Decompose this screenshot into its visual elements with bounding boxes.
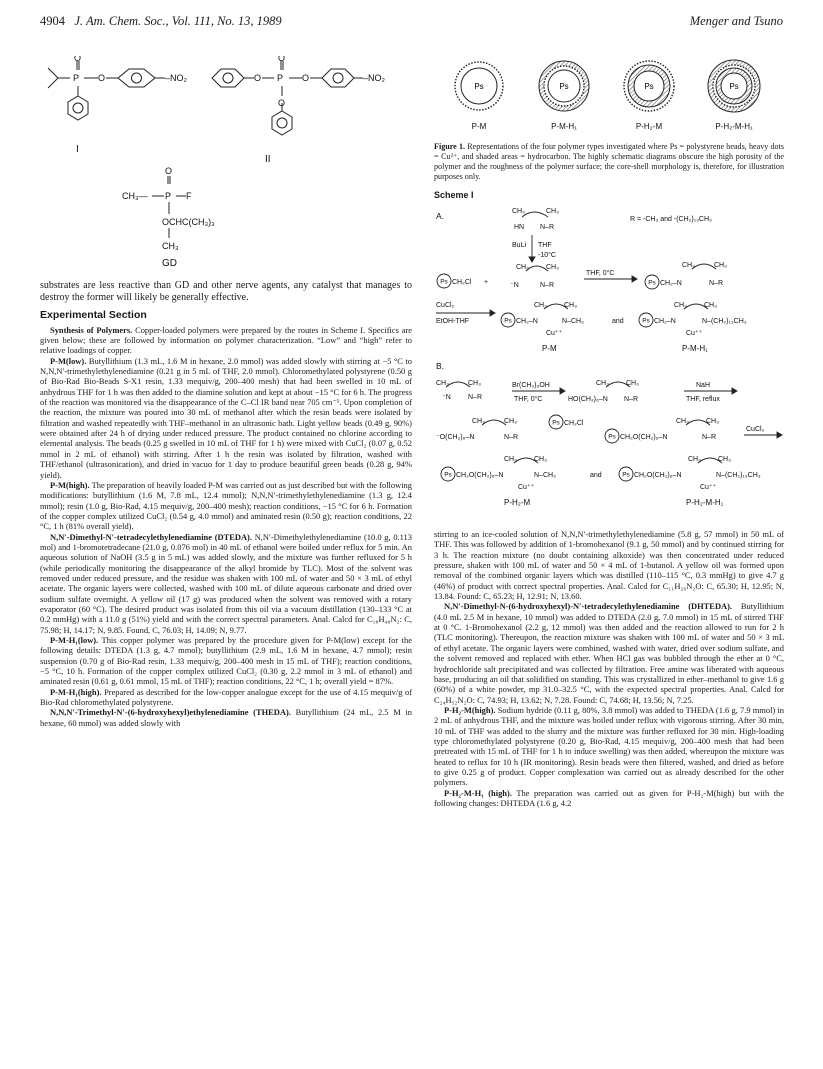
svg-text:CH₃: CH₃ xyxy=(682,261,695,269)
pmh1-high-paragraph: P-M-H₁(high). Prepared as described for the low-copper analogue except for the use of 4.15 mequiv/g of Bio-Rad chloromethylated polystyrene. xyxy=(40,686,413,708)
svg-text:CH₂–N: CH₂–N xyxy=(654,317,676,325)
svg-text:N–R: N–R xyxy=(504,433,519,441)
no2-I: –NO₂ xyxy=(165,73,187,83)
svg-text:N–CH₃: N–CH₃ xyxy=(534,471,556,479)
svg-text:CH₂O(CH₂)₆–N: CH₂O(CH₂)₆–N xyxy=(620,433,668,441)
svg-text:Cu⁺⁺: Cu⁺⁺ xyxy=(546,329,563,337)
svg-text:HO(CH₂)₆–N: HO(CH₂)₆–N xyxy=(568,395,608,403)
scheme-label-ph2m: P-H₂-M xyxy=(504,497,531,507)
gd-ochc: OCHC(CH₃)₃ xyxy=(162,217,215,227)
label-I: I xyxy=(76,144,79,155)
svg-text:CH₃: CH₃ xyxy=(688,455,701,463)
left-column xyxy=(40,56,412,728)
svg-text:CH₃: CH₃ xyxy=(504,455,517,463)
scheme-label-pmh1: P-M-H₁ xyxy=(682,343,708,353)
svg-text:CH₃: CH₃ xyxy=(546,263,559,271)
dteda-paragraph: N,N′-Dimethyl-N′-tetradecylethylenediamine (DTEDA). N,N′-Dimethylethylenediamine (10.0 g, 0.113 mol) and 1-bromotetradecane (21.0 g, 0.076 mol) in 40 mL of ethanol were boiled under reflux for 5 min. An aqueous solution of NaOH (3.5 g in 5 mL) was added slowly, and the mixture was further refluxed for 5 h (while periodically monitoring the disappearance of the alkyl bromide by TLC). Most of the solvent was removed under reduced pressure, and the residue was shaken with 100 mL of water and 50 × 3 mL of ethyl acetate. The organic layers were collected, washed with 100 mL of dilute aqueous carbonate and dried over sodium sulfate overnight. A yellow oil (17 g) was produced when the solvent was removed with a rotary evaporator (60 °C). The desired product was isolated from this oil via a vacuum distillation (130–133 °C at 0.2 mmHg) with a 11.0 g (51%) yield and with the correct spectral parameters. Anal. Calcd for C₁₈H₄₀N₂: C, 75.98; H, 14.17; N, 9.85. Found, C, 76.03; H, 14.09; N, 9.77. xyxy=(40,531,412,635)
svg-text:P: P xyxy=(277,73,284,83)
svg-text:CH₃: CH₃ xyxy=(468,379,481,387)
bead-pm xyxy=(455,62,503,110)
synthesis-paragraph: Synthesis of Polymers. Copper-loaded polymers were prepared by the routes in Scheme I. Specifics are given below; these are followed by information on polymer characterization. “Low” and “high” refer to relative loadings of copper. xyxy=(40,324,413,356)
svg-text:Ps: Ps xyxy=(642,317,650,325)
svg-text:CH₃: CH₃ xyxy=(546,207,559,215)
svg-text:⁻O(CH₂)₆–N: ⁻O(CH₂)₆–N xyxy=(436,433,475,441)
svg-text:Cu⁺⁺: Cu⁺⁺ xyxy=(686,329,703,337)
gd-ch3: CH₃ xyxy=(162,241,179,251)
svg-text:Ps: Ps xyxy=(608,433,616,441)
svg-text:EtOH-THF: EtOH-THF xyxy=(436,317,470,325)
gd-f: F xyxy=(186,191,192,201)
scheme-label-pm: P-M xyxy=(542,343,557,353)
svg-text:CH₃: CH₃ xyxy=(714,261,727,269)
svg-text:CH₃: CH₃ xyxy=(596,379,609,387)
svg-text:Ps: Ps xyxy=(648,279,656,287)
svg-text:Ps: Ps xyxy=(440,278,448,286)
figure-caption: Figure 1. Representations of the four polymer types investigated where Ps = polystyrene beads, heavy dots = Cu²⁺, and shaded areas = hydrocarbon. The highly schematic diagrams obscure the high porosity of the polymer and the roughness of the polymer surface; the core-shell morphology is, therefore, for illustration purposes only. xyxy=(434,142,784,182)
svg-text:O: O xyxy=(302,73,310,83)
svg-text:-10°C: -10°C xyxy=(538,251,556,259)
svg-text:CH₃: CH₃ xyxy=(534,301,547,309)
svg-text:N–R: N–R xyxy=(540,223,555,231)
pmh1-low-paragraph: P-M-H₁(low). This copper polymer was prepared by the procedure given for P-M(low) except for the following details: DTEDA (1.3 g, 4.7 mmol); butyllithium (2.9 mL, 1.6 M in hexane, 4.7 mmol); resin suspension (0.70 g of Bio-Rad resin, 1.33 mequiv/g, 200–400 mesh in 15 mL of THF); reaction conditions, −5 °C, 10 h. Formation of the copper complex utilized CuCl₂ (0.30 g, 2.2 mmol in 3 mL of ethanol) and aminated resin (0.61 g, 0.61 mmol, 15 mL of THF); reaction conditions, 22 °C, 1 h; overall yield = 87%. xyxy=(40,635,412,687)
svg-text:Ps: Ps xyxy=(559,82,569,91)
figure-1 xyxy=(434,56,784,134)
scheme-title: Scheme I xyxy=(434,190,474,201)
p-atom-I: P xyxy=(73,73,80,83)
experimental-title: Experimental Section xyxy=(40,309,147,322)
label-II: II xyxy=(265,154,271,165)
svg-text:Ps: Ps xyxy=(622,471,630,479)
svg-text:N–(CH₂)₁₃CH₃: N–(CH₂)₁₃CH₃ xyxy=(702,317,747,325)
svg-text:CH₃: CH₃ xyxy=(706,417,719,425)
svg-text:BuLi: BuLi xyxy=(512,241,527,249)
svg-text:CH₂O(CH₂)₆–N: CH₂O(CH₂)₆–N xyxy=(456,471,504,479)
svg-text:P: P xyxy=(165,191,172,201)
svg-text:CH₃: CH₃ xyxy=(626,379,639,387)
theda-continuation: stirring to an ice-cooled solution of N,N,N′-trimethylethylenediamine (5.8 g, 57 mmol) in 50 mL of THF. This was followed by addition of 1-bromohexanol (9.1 g, 50 mmol) and by continued stirring for 3 h. The reaction mixture (no doubt containing alkoxide) was then concentrated under reduced pressure, shaken with 100 mL of water and 50 × 4 mL of 1-butanol. A yellow oil was formed upon removal of the combined organic layers which was distilled (110–115 °C, 0.3 mmHg) to give 4.7 g (46%) of product with correct spectral properties. Anal. Calcd for C₁₁H₂₆N₂O: C, 65.30; H, 12.95; N, 13.84. Found: C, 65.23; H, 12.91; N, 13.60. xyxy=(434,529,784,602)
svg-text:CH₂–N: CH₂–N xyxy=(660,279,682,287)
structures-figure xyxy=(40,56,412,278)
r-definition: R = -CH₃ and -(CH₂)₁₃CH₃ xyxy=(630,215,712,223)
svg-text:O: O xyxy=(278,56,286,63)
scheme-a: A. xyxy=(436,210,445,221)
svg-text:CH₃: CH₃ xyxy=(512,207,525,215)
svg-text:O: O xyxy=(254,73,262,83)
fig-label-pm: P-M xyxy=(471,122,487,131)
intro-paragraph: substrates are less reactive than GD and other nerve agents, any catalyst that manages to destroy the former will likely be generally effective. xyxy=(40,280,412,304)
scheme-b: B. xyxy=(436,360,445,371)
no2-II: –NO₂ xyxy=(363,73,385,83)
svg-text:HN: HN xyxy=(514,223,525,231)
journal-name: J. Am. Chem. Soc., xyxy=(74,14,169,28)
ph2m-paragraph: P-H₂-M(high). Sodium hydride (0.11 g, 80%, 3.8 mmol) was added to THEDA (1.6 g, 7.9 mmol) in 2 mL of anhydrous THF, and the mixture was boiled under reflux with vigorous stirring. After 30 min, 10 mL of THF was added to the slurry and the mixture was further refluxed for 30 min. High-loading type chloromethylated polystyrene (0.20 g, Bio-Rad, 4.15 mequiv/g, 200–400 mesh that had been pretreated with 15 mL of THF for 1 h to induce swelling) was then added, whereupon the mixture was heated to reflux for 10 h (IR monitoring). Resin beads were then filtered, washed, and dried as before to give 0.25 g of product. Copper complexation was carried out as already described for the other polymers. xyxy=(434,704,784,788)
svg-text:O: O xyxy=(165,166,173,176)
svg-text:O: O xyxy=(98,73,106,83)
svg-text:CH₃: CH₃ xyxy=(504,417,517,425)
svg-text:CH₃: CH₃ xyxy=(472,417,485,425)
svg-text:N–R: N–R xyxy=(540,281,555,289)
svg-text:N–CH₃: N–CH₃ xyxy=(562,317,584,325)
bead-ph2mh1 xyxy=(708,60,760,112)
svg-text:THF, reflux: THF, reflux xyxy=(686,395,720,403)
svg-text:and: and xyxy=(590,471,602,479)
svg-text:CH₂O(CH₂)₆–N: CH₂O(CH₂)₆–N xyxy=(634,471,682,479)
header-authors: Menger and Tsuno xyxy=(689,14,783,28)
svg-text:and: and xyxy=(612,317,624,325)
ph2mh1-paragraph: P-H₂-M-H₁ (high). The preparation was carried out as given for P-H₂-M(high) but with the following changes: DHTEDA (1.6 g, 4.2 xyxy=(434,787,784,808)
svg-text:CuCl₂: CuCl₂ xyxy=(746,425,765,433)
svg-text:CH₂Cl: CH₂Cl xyxy=(564,419,584,427)
svg-text:CH₃: CH₃ xyxy=(676,417,689,425)
svg-text:N–R: N–R xyxy=(624,395,639,403)
bead-pmh1 xyxy=(539,61,589,111)
svg-text:THF, 0°C: THF, 0°C xyxy=(514,395,543,403)
svg-text:NaH: NaH xyxy=(696,381,711,389)
svg-text:O: O xyxy=(278,98,286,108)
scheme-1 xyxy=(434,205,784,523)
dhteda-paragraph: N,N′-Dimethyl-N-(6-hydroxyhexyl)-N′-tetradecylethylenediamine (DHTEDA). Butyllithium (4.0 mL 2.5 M in hexane, 10 mmol) was added to DTEDA (2.0 g, 7.0 mmol) in 15 mL of stirred THF at 0 °C. 1-Bromohexanol (2.2 g, 12 mmol) was then added and the reaction allowed to run for 2 h (TLC monitoring). Thereupon, the reaction mixture was shaken with 100 mL of water and 50 × 3 mL of ethyl acetate. The organic layers were combined, washed with water, dried over sodium sulfate, and the solvent removed and replaced with ether. When HCl gas was bubbled through the ether at 0 °C, hydrochloride salt precipitated and was collected by filtration. Free amine was liberated with aqueous base, producing an oil that solidified on standing. This was crystallized in ether–methanol to give 1.6 g (60%) of a white powder, mp 31.0–32.5 °C, with the expected spectral properties. Anal. Calcd for C₂₄H₅₂N₂O: C, 74.93; H, 13.62; N, 7.28. Found: C, 74.68; H, 13.56; N, 7.25. xyxy=(434,601,784,705)
right-column xyxy=(434,56,784,808)
svg-text:Ps: Ps xyxy=(504,317,512,325)
svg-text:THF, 0°C: THF, 0°C xyxy=(586,269,615,277)
svg-text:CH₃: CH₃ xyxy=(534,455,547,463)
journal-issue: Vol. 111, No. 13, 1989 xyxy=(171,14,282,28)
svg-text:Cu⁺⁺: Cu⁺⁺ xyxy=(518,483,535,491)
svg-text:CH₃: CH₃ xyxy=(516,263,529,271)
svg-text:CH₂Cl: CH₂Cl xyxy=(452,278,472,286)
svg-text:N–R: N–R xyxy=(709,279,724,287)
svg-text:O: O xyxy=(74,56,82,63)
svg-text:CH₃: CH₃ xyxy=(704,301,717,309)
svg-text:CH₃: CH₃ xyxy=(564,301,577,309)
pm-low-paragraph: P-M(low). Butyllithium (1.3 mL, 1.6 M in hexane, 2.0 mmol) was added slowly with stirring at −5 °C to N,N,N′-trimethylethylenediamine (0.21 g in 5 mL of THF, 2.0 mmol). Chloromethylated polystyrene (0.50 g of Bio-Rad Bio-Beads S-X1 resin, 1.33 mequiv/g, 200–400 mesh) that had been swelled in 10 mL of anhydrous THF for 1 h was then added to the diamine solution and kept at about −15 °C for 6 h. The progress of the reaction was monitored via the disappearance of the C–Cl IR band near 705 cm⁻¹. Upon completion of the reaction, the mixture was poured into 30 mL of methanol after which the resin beads were isolated by filtration and washed repeatedly with THF–methanol in an ultrasonic bath. Light yellow beads (0.49 g, 90%) were obtained after 24 h of drying under reduced pressure. The product contained no chlorine according to elemental analysis. The beads (0.25 g swelled in 10 mL of THF for 1 h) were mixed with CuCl₂ (0.07 g, 0.52 mmol in 2 mL of ethanol) with stirring. After 1 h the resin was isolated by filtration, washed with THF/ethanol (ultrasonication), and dried in vacuo for 1 day to produce beautiful green beads (0.28 g, 94% yield). xyxy=(40,355,413,480)
pm-high-paragraph: P-M(high). The preparation of heavily loaded P-M was carried out as just described but with the following modifications: butyllithium (1.6 M, 7.8 mL, 12.4 mmol); N,N,N′-trimethylethylenediamine (1.3 g, 12.4 mmol); resin (1.0 g, Bio-Rad, 4.15 mequiv/g, 200–400 mesh); reaction conditions, −15 °C for 6 h. Formation of the copper complex utilized CuCl₂ (0.54 g, 4.0 mmol) and aminated resin (0.50 g); reaction conditions, 22 °C, 1 h (81% overall yield). xyxy=(40,479,412,532)
scheme-label-ph2mh1: P-H₂-M-H₁ xyxy=(686,497,724,507)
svg-text:CH₃: CH₃ xyxy=(718,455,731,463)
svg-text:N–R: N–R xyxy=(468,393,483,401)
svg-text:CH₃: CH₃ xyxy=(436,379,449,387)
theda-paragraph: N,N,N′-Trimethyl-N′-(6-hydroxyhexyl)ethylenediamine (THEDA). Butyllithium (24 mL, 2.5 M in hexane, 60 mmol) was added slowly with xyxy=(40,707,412,728)
fig-label-ph2mh1: P-H₂-M-H₁ xyxy=(715,122,753,131)
gd-ch3-p: CH₃— xyxy=(122,191,148,201)
running-header xyxy=(40,14,783,34)
svg-text:Ps: Ps xyxy=(474,82,484,91)
header-left xyxy=(40,14,282,29)
svg-text:⁻N: ⁻N xyxy=(442,393,451,401)
svg-text:+: + xyxy=(484,278,489,286)
svg-text:Br(CH₂)₆OH: Br(CH₂)₆OH xyxy=(512,381,550,389)
svg-text:⁻N: ⁻N xyxy=(510,281,519,289)
fig-label-ph2m: P-H₂-M xyxy=(635,122,663,131)
bead-ph2m xyxy=(624,61,674,111)
svg-text:CH₂–N: CH₂–N xyxy=(516,317,538,325)
svg-text:Ps: Ps xyxy=(644,82,654,91)
svg-text:THF: THF xyxy=(538,241,552,249)
svg-text:Ps: Ps xyxy=(552,419,560,427)
svg-text:Ps: Ps xyxy=(729,82,739,91)
svg-text:CH₃: CH₃ xyxy=(674,301,687,309)
svg-text:N–R: N–R xyxy=(702,433,717,441)
svg-text:Cu⁺⁺: Cu⁺⁺ xyxy=(700,483,717,491)
label-GD: GD xyxy=(162,258,177,269)
svg-text:N–(CH₂)₁₃CH₃: N–(CH₂)₁₃CH₃ xyxy=(716,471,761,479)
svg-text:CuCl₂: CuCl₂ xyxy=(436,301,455,309)
fig-label-pmh1: P-M-H₁ xyxy=(551,122,577,131)
page-number: 4904 xyxy=(40,14,65,28)
svg-text:Ps: Ps xyxy=(444,471,452,479)
